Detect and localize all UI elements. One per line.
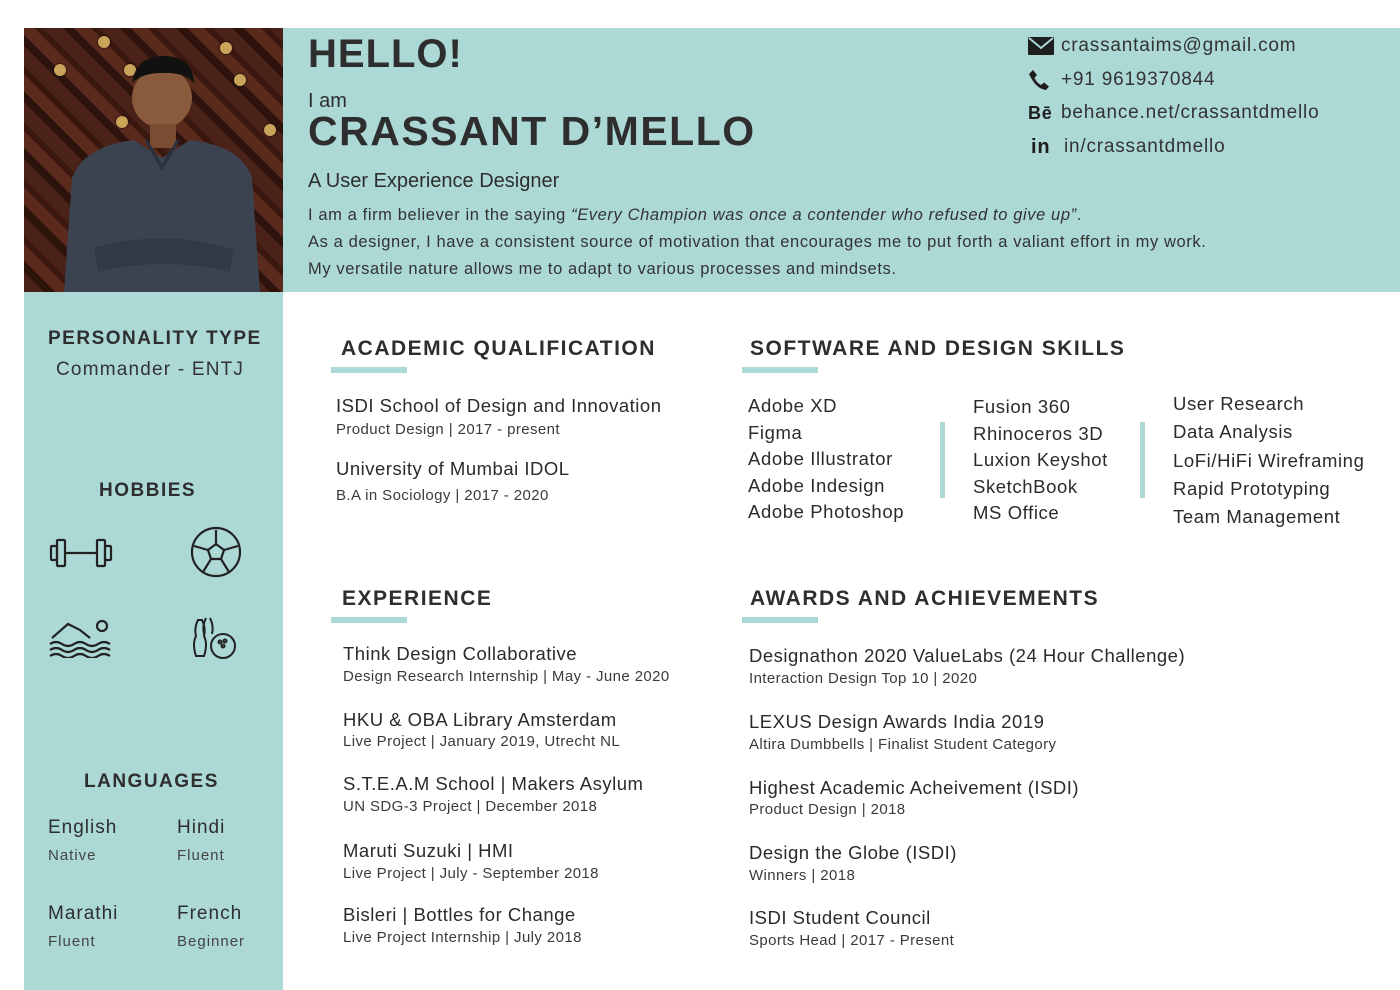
award-item-title: Design the Globe (ISDI) bbox=[749, 842, 957, 863]
skill-item: MS Office bbox=[973, 502, 1060, 523]
dumbbell-icon bbox=[48, 536, 114, 570]
contact-email[interactable] bbox=[1028, 35, 1296, 57]
award-item-title: LEXUS Design Awards India 2019 bbox=[749, 711, 1045, 732]
experience-item-title: Maruti Suzuki | HMI bbox=[343, 840, 514, 861]
experience-item-sub: Design Research Internship | May - June 2020 bbox=[343, 668, 670, 685]
experience-item-title: S.T.E.A.M School | Makers Asylum bbox=[343, 773, 644, 794]
bio-quote: “Every Champion was once a contender who refused to give up” bbox=[571, 206, 1077, 224]
contact-linkedin[interactable] bbox=[1028, 136, 1225, 158]
language-name: Hindi bbox=[177, 817, 226, 838]
experience-item-title: Bisleri | Bottles for Change bbox=[343, 904, 576, 925]
experience-item-sub: Live Project | July - September 2018 bbox=[343, 865, 599, 882]
academic-title: ACADEMIC QUALIFICATION bbox=[341, 337, 656, 360]
language-level: Native bbox=[48, 847, 97, 864]
experience-item-sub: Live Project | January 2019, Utrecht NL bbox=[343, 733, 621, 750]
skill-item: Adobe Indesign bbox=[748, 474, 885, 496]
academic-item-title: University of Mumbai IDOL bbox=[336, 458, 570, 479]
profile-photo bbox=[24, 28, 283, 292]
phone-icon bbox=[1028, 69, 1054, 91]
section-underline bbox=[742, 367, 818, 373]
skills-column-design bbox=[1173, 390, 1364, 531]
award-item-title: Highest Academic Acheivement (ISDI) bbox=[749, 777, 1080, 798]
award-item-sub: Sports Head | 2017 - Present bbox=[749, 932, 955, 949]
linkedin-icon: in bbox=[1031, 135, 1051, 158]
skill-item: Data Analysis bbox=[1173, 421, 1293, 443]
contact-behance[interactable] bbox=[1028, 102, 1319, 124]
hobbies-title: HOBBIES bbox=[99, 480, 197, 501]
language-level: Fluent bbox=[177, 847, 225, 864]
award-item-title: ISDI Student Council bbox=[749, 907, 931, 928]
person-name: CRASSANT D’MELLO bbox=[308, 108, 756, 154]
academic-item-sub: Product Design | 2017 - present bbox=[336, 421, 560, 438]
swimming-icon bbox=[48, 614, 114, 658]
skill-item: Adobe Illustrator bbox=[748, 448, 893, 469]
skill-item: LoFi/HiFi Wireframing bbox=[1173, 449, 1365, 471]
skill-item: SketchBook bbox=[973, 475, 1078, 497]
behance-text[interactable]: behance.net/crassantdmello bbox=[1061, 102, 1320, 123]
award-item-sub: Interaction Design Top 10 | 2020 bbox=[749, 670, 978, 687]
skills-column-software bbox=[748, 393, 904, 526]
language-name: English bbox=[48, 817, 118, 838]
skill-item: Adobe Photoshop bbox=[748, 501, 905, 522]
experience-item-sub: UN SDG-3 Project | December 2018 bbox=[343, 798, 598, 815]
experience-item-title: HKU & OBA Library Amsterdam bbox=[343, 709, 617, 730]
skills-title: SOFTWARE AND DESIGN SKILLS bbox=[750, 337, 1126, 360]
linkedin-text[interactable]: in/crassantdmello bbox=[1064, 136, 1226, 157]
bio-line-2: As a designer, I have a consistent source of motivation that encourages me to put forth a valiant effort in my work. bbox=[308, 233, 1207, 251]
greeting: HELLO! bbox=[308, 32, 463, 76]
bio-line-3: My versatile nature allows me to adapt to various processes and mindsets. bbox=[308, 260, 897, 278]
experience-item-title: Think Design Collaborative bbox=[343, 643, 578, 664]
phone-text[interactable]: +91 9619370844 bbox=[1061, 69, 1216, 90]
languages-title: LANGUAGES bbox=[84, 771, 219, 792]
contact-phone[interactable] bbox=[1028, 69, 1215, 91]
skill-item: Team Management bbox=[1173, 506, 1341, 528]
column-divider bbox=[940, 422, 945, 498]
email-text[interactable]: crassantaims@gmail.com bbox=[1061, 35, 1297, 56]
job-title: A User Experience Designer bbox=[308, 170, 560, 192]
intro-label: I am bbox=[308, 90, 347, 112]
experience-title: EXPERIENCE bbox=[342, 587, 493, 610]
experience-item-sub: Live Project Internship | July 2018 bbox=[343, 929, 582, 946]
skill-item: User Research bbox=[1173, 393, 1305, 414]
section-underline bbox=[742, 617, 818, 623]
bowling-icon bbox=[190, 614, 238, 660]
football-icon bbox=[188, 526, 244, 578]
academic-item-sub: B.A in Sociology | 2017 - 2020 bbox=[336, 487, 549, 504]
awards-title: AWARDS AND ACHIEVEMENTS bbox=[750, 587, 1100, 610]
bio-line-1: I am a firm believer in the saying “Every Champion was once a contender who refused to give up”. bbox=[308, 206, 1082, 224]
award-item-sub: Winners | 2018 bbox=[749, 867, 856, 884]
skill-item: Adobe XD bbox=[748, 395, 838, 416]
academic-item-title: ISDI School of Design and Innovation bbox=[336, 395, 662, 416]
language-level: Beginner bbox=[177, 933, 246, 950]
language-name: French bbox=[177, 903, 243, 924]
email-icon bbox=[1028, 35, 1054, 57]
award-item-title: Designathon 2020 ValueLabs (24 Hour Challenge) bbox=[749, 645, 1186, 666]
section-underline bbox=[331, 367, 407, 373]
award-item-sub: Altira Dumbbells | Finalist Student Category bbox=[749, 736, 1057, 753]
language-name: Marathi bbox=[48, 903, 119, 924]
skill-item: Rhinoceros 3D bbox=[973, 422, 1104, 444]
language-level: Fluent bbox=[48, 933, 96, 950]
award-item-sub: Product Design | 2018 bbox=[749, 801, 906, 818]
skills-column-3d bbox=[973, 394, 1108, 527]
personality-value: Commander - ENTJ bbox=[56, 359, 245, 380]
column-divider bbox=[1140, 422, 1145, 498]
behance-icon: Bē bbox=[1028, 102, 1053, 123]
skill-item: Luxion Keyshot bbox=[973, 449, 1108, 470]
section-underline bbox=[331, 617, 407, 623]
skill-item: Fusion 360 bbox=[973, 396, 1071, 417]
skill-item: Rapid Prototyping bbox=[1173, 477, 1331, 499]
skill-item: Figma bbox=[748, 421, 803, 443]
personality-title: PERSONALITY TYPE bbox=[48, 328, 262, 349]
